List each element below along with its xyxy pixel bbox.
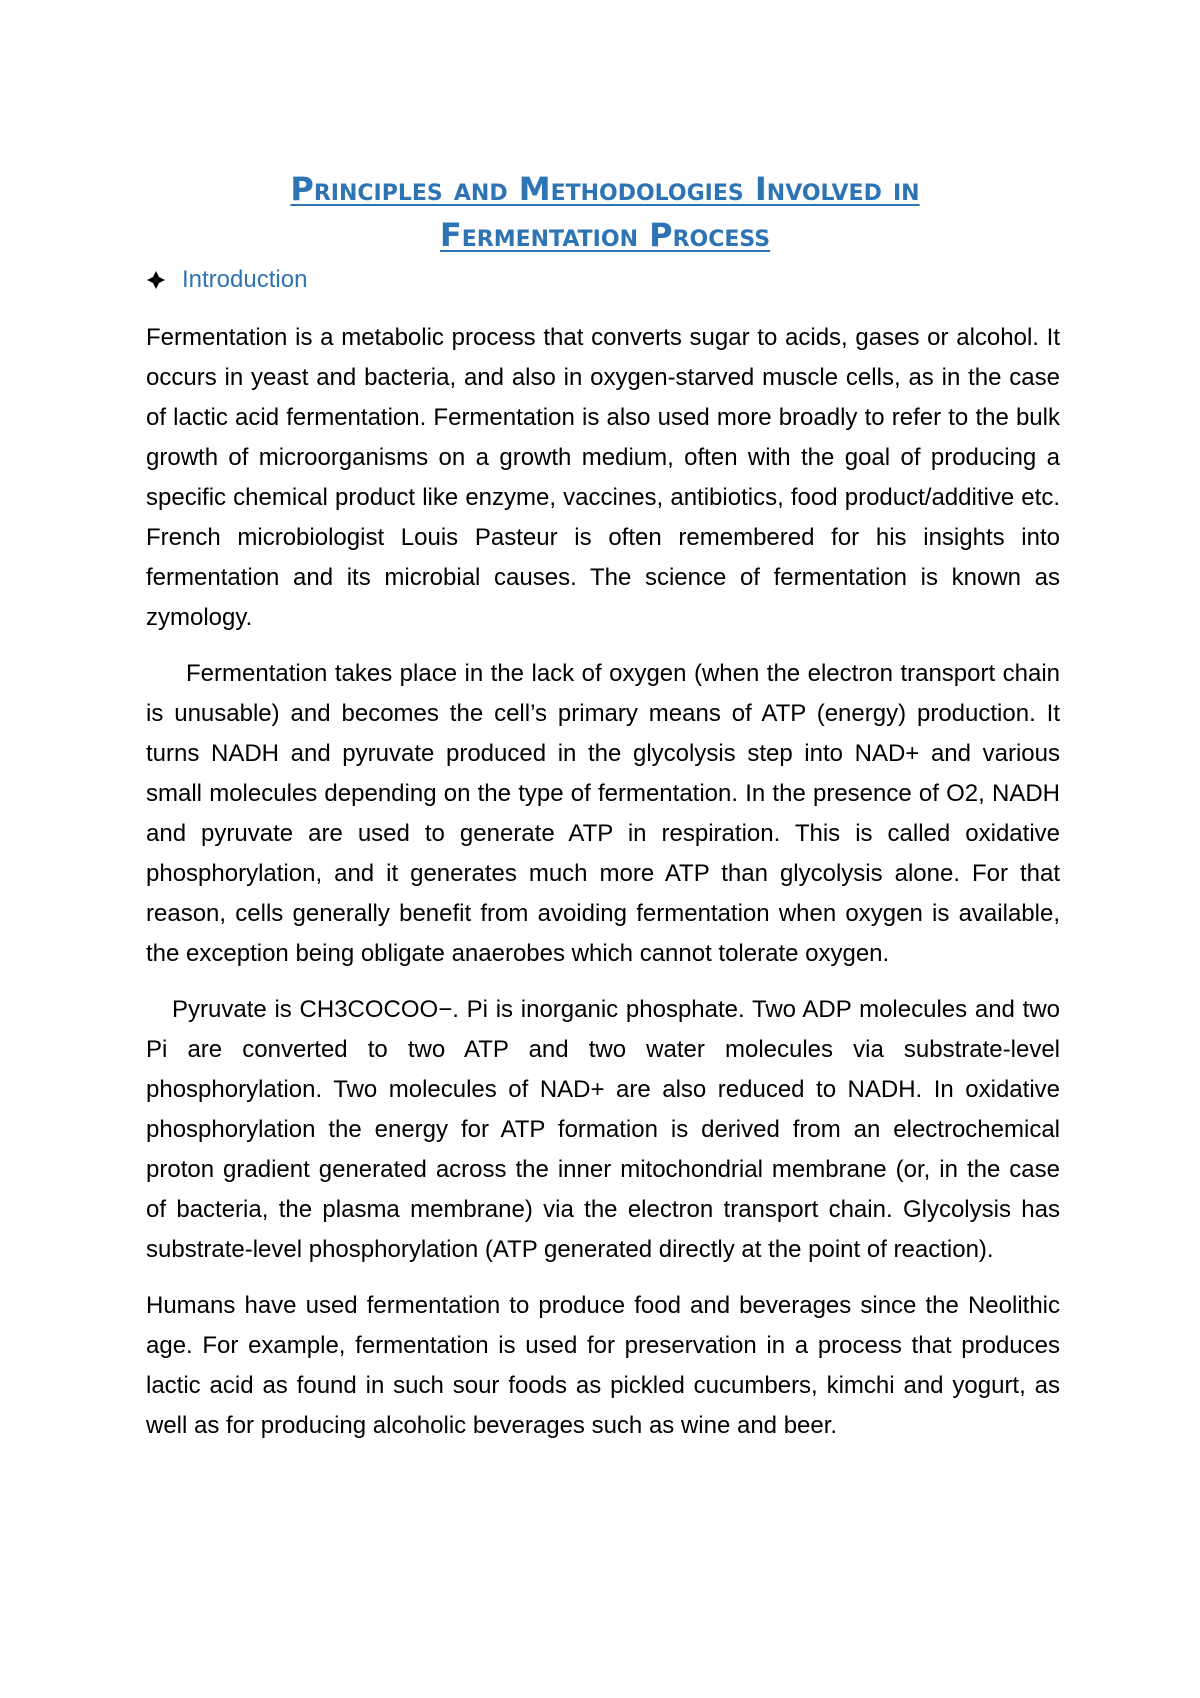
document-body xyxy=(146,318,1060,1462)
diamond-bullet-icon xyxy=(146,270,166,290)
paragraph-4: Humans have used fermentation to produce food and beverages since the Neolithic age. For example, fermentation is used for preservation in a process that produces lactic acid as found in such sour foods as pickled cucumbers, kimchi and yogurt, as well as for producing alcoholic beverages such as wine and beer. xyxy=(146,1292,1060,1439)
document-title xyxy=(130,166,1080,258)
paragraph-2: Fermentation takes place in the lack of oxygen (when the electron transport chain is unusable) and becomes the cell’s primary means of ATP (energy) production. It turns NADH and pyruvate produced in the glycolysis step into NAD+ and various small molecules depending on the type of fermentation. In the presence of O2, NADH and pyruvate are used to generate ATP in respiration. This is called oxidative phosphorylation, and it generates much more ATP than glycolysis alone. For that reason, cells generally benefit from avoiding fermentation when oxygen is available, the exception being obligate anaerobes which cannot tolerate oxygen. xyxy=(146,660,1060,967)
paragraph-1: Fermentation is a metabolic process that converts sugar to acids, gases or alcohol. It occurs in yeast and bacteria, and also in oxygen-starved muscle cells, as in the case of lactic acid fermentation. Fermentation is also used more broadly to refer to the bulk growth of microorganisms on a growth medium, often with the goal of producing a specific chemical product like enzyme, vaccines, antibiotics, food product/additive etc. French microbiologist Louis Pasteur is often remembered for his insights into fermentation and its microbial causes. The science of fermentation is known as zymology. xyxy=(146,324,1060,631)
paragraph-3: Pyruvate is CH3COCOO−. Pi is inorganic phosphate. Two ADP molecules and two Pi are converted to two ATP and two water molecules via substrate-level phosphorylation. Two molecules of NAD+ are also reduced to NADH. In oxidative phosphorylation the energy for ATP formation is derived from an electrochemical proton gradient generated across the inner mitochondrial membrane (or, in the case of bacteria, the plasma membrane) via the electron transport chain. Glycolysis has substrate-level phosphorylation (ATP generated directly at the point of reaction). xyxy=(146,996,1060,1263)
section-heading-text: Introduction xyxy=(182,266,308,293)
section-heading-introduction xyxy=(146,264,307,296)
title-line-1: Principles and Methodologies Involved in xyxy=(290,170,920,208)
title-line-2: Fermentation Process xyxy=(439,216,771,254)
